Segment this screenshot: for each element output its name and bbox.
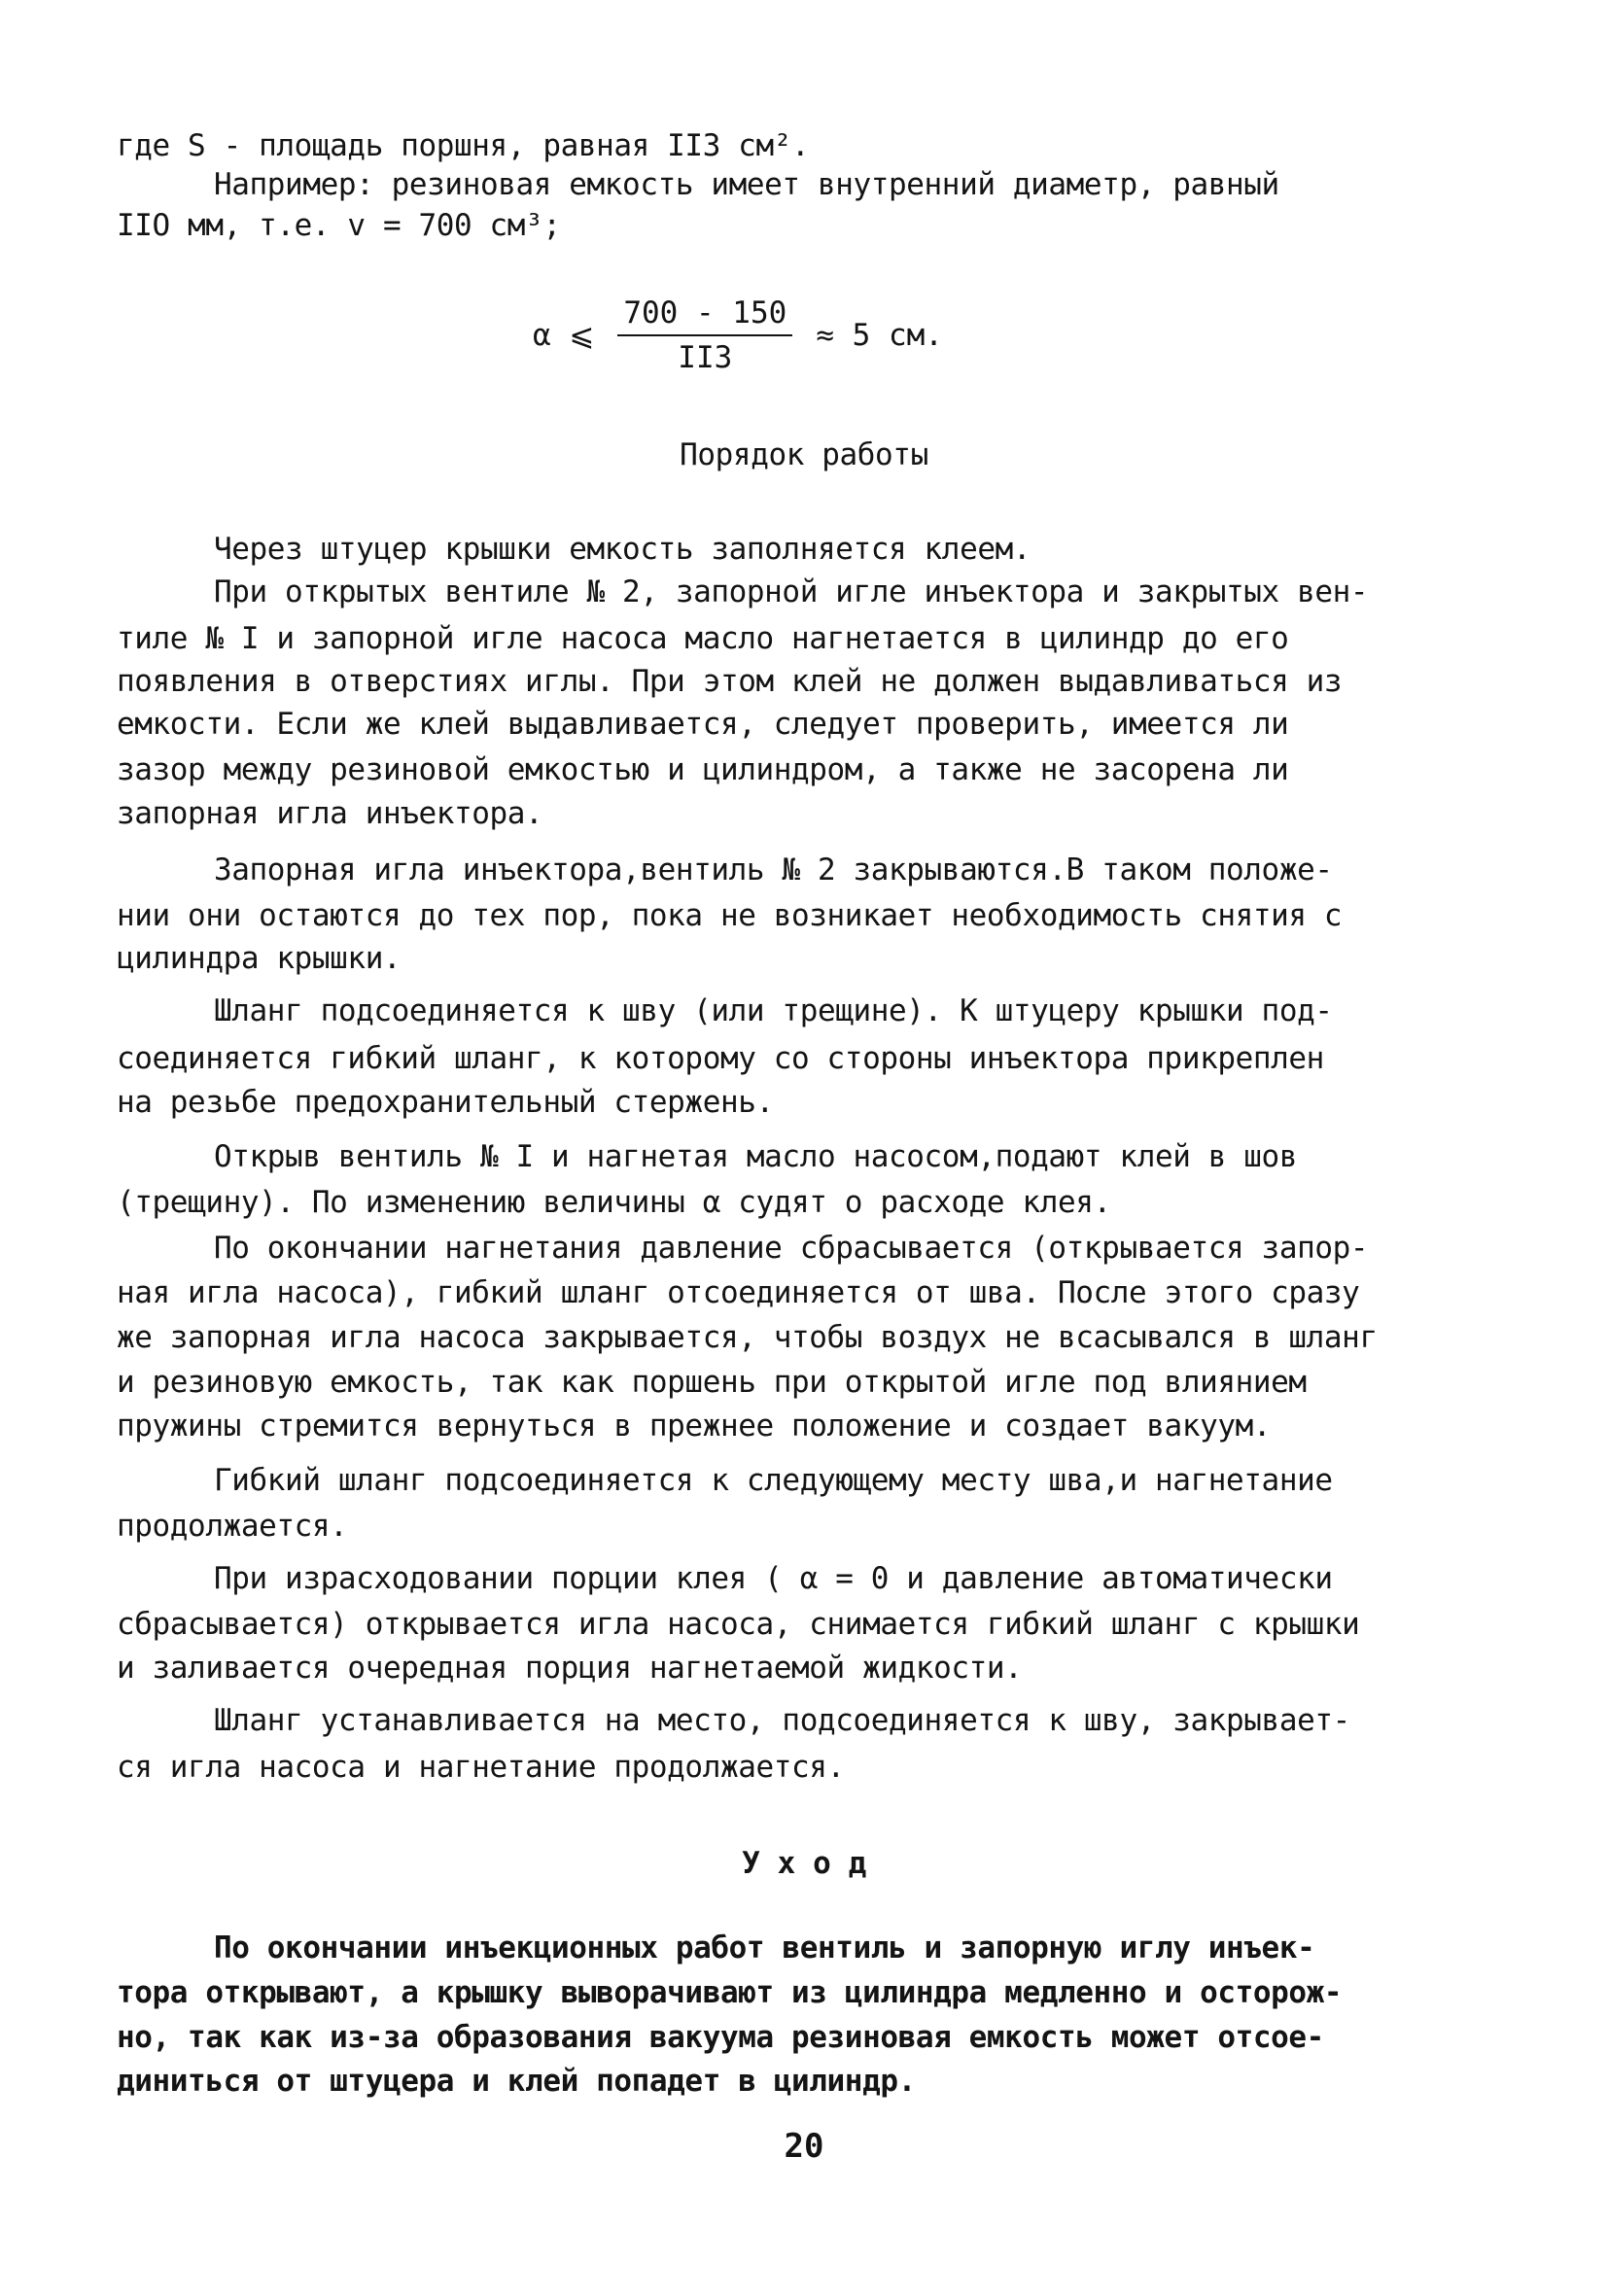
care-line: По окончании инъекционных работ вентиль и запорную иглу инъек- <box>214 1931 1315 1966</box>
body-line: сбрасывается) открывается игла насоса, снимается гибкий шланг с крышки <box>117 1607 1360 1642</box>
body-line: ся игла насоса и нагнетание продолжается. <box>117 1750 845 1785</box>
body-line: ная игла насоса), гибкий шланг отсоединяется от шва. После этого сразу <box>117 1275 1360 1310</box>
body-line: Шланг подсоединяется к шву (или трещине). К штуцеру крышки под- <box>214 993 1333 1028</box>
formula-numerator: 700 - 150 <box>617 296 792 336</box>
body-line: цилиндра крышки. <box>117 941 402 976</box>
body-line: Запорная игла инъектора,вентиль № 2 закрываются.В таком положе- <box>214 852 1333 887</box>
header-line-1: где S - площадь поршня, равная II3 см². <box>117 128 810 163</box>
body-line: нии они остаются до тех пор, пока не возникает необходимость снятия с <box>117 898 1343 933</box>
formula-rhs: ≈ 5 см. <box>816 318 943 353</box>
body-line: При открытых вентиле № 2, запорной игле инъектора и закрытых вен- <box>214 574 1369 609</box>
formula <box>533 292 943 379</box>
section-title-procedure: Порядок работы <box>680 437 928 472</box>
body-line: соединяется гибкий шланг, к которому со стороны инъектора прикреплен <box>117 1041 1324 1076</box>
body-line: емкости. Если же клей выдавливается, следует проверить, имеется ли <box>117 707 1289 742</box>
body-line: Гибкий шланг подсоединяется к следующему месту шва,и нагнетание <box>214 1463 1333 1498</box>
body-line: (трещину). По изменению величины α судят о расходе клея. <box>117 1185 1111 1220</box>
body-line: появления в отверстиях иглы. При этом клей не должен выдавливаться из <box>117 664 1343 699</box>
body-line: на резьбе предохранительный стержень. <box>117 1085 774 1120</box>
body-line: Через штуцер крышки емкость заполняется клеем. <box>214 532 1031 567</box>
body-line: и заливается очередная порция нагнетаемой жидкости. <box>117 1651 1023 1686</box>
body-line: При израсходовании порции клея ( α = 0 и давление автоматически <box>214 1561 1333 1596</box>
body-line: же запорная игла насоса закрывается, чтобы воздух не всасывался в шланг <box>117 1320 1378 1355</box>
body-line: Шланг устанавливается на место, подсоединяется к шву, закрывает- <box>214 1703 1350 1738</box>
body-line: и резиновую емкость, так как поршень при открытой игле под влиянием <box>117 1365 1307 1400</box>
header-line-2: Например: резиновая емкость имеет внутренний диаметр, равный <box>214 167 1279 202</box>
body-line: запорная игла инъектора. <box>117 796 543 831</box>
header-line-3: IIO мм, т.е. v = 700 см³; <box>117 208 561 243</box>
body-line: пружины стремится вернуться в прежнее положение и создает вакуум. <box>117 1409 1272 1444</box>
body-line: Открыв вентиль № I и нагнетая масло насосом,подают клей в шов <box>214 1139 1298 1174</box>
body-line: По окончании нагнетания давление сбрасывается (открывается запор- <box>214 1231 1369 1266</box>
body-line: продолжается. <box>117 1509 348 1544</box>
page-number: 20 <box>784 2127 824 2166</box>
formula-lhs: α ⩽ <box>533 318 595 353</box>
care-line: но, так как из-за образования вакуума резиновая емкость может отсое- <box>117 2020 1324 2055</box>
care-line: диниться от штуцера и клей попадет в цилиндр. <box>117 2064 916 2099</box>
formula-fraction <box>617 296 792 375</box>
formula-denominator: II3 <box>678 340 733 375</box>
care-line: тора открывают, а крышку выворачивают из цилиндра медленно и осторож- <box>117 1975 1343 2010</box>
body-line: зазор между резиновой емкостью и цилиндром, а также не засорена ли <box>117 752 1289 787</box>
section-title-care: У х о д <box>742 1846 866 1881</box>
body-line: тиле № I и запорной игле насоса масло нагнетается в цилиндр до его <box>117 621 1289 656</box>
